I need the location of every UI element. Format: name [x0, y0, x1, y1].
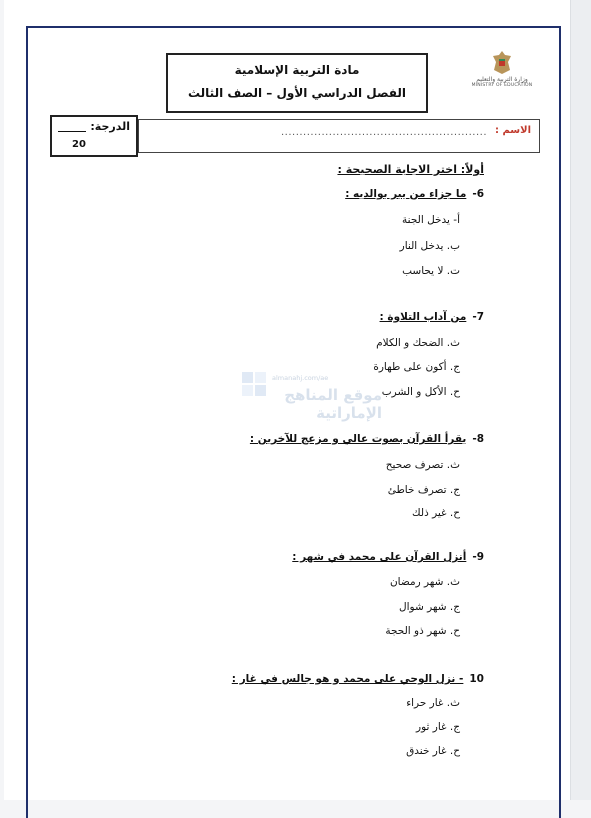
option[interactable]: ج. غار ثور [416, 721, 460, 733]
watermark-url: almanahj.com/ae [272, 374, 329, 382]
question-number: 6- [472, 188, 484, 200]
section-title: أولاً: اختر الاجابة الصحيحة : [337, 163, 484, 176]
scrollbar[interactable] [570, 0, 591, 800]
question-8 [250, 433, 484, 445]
question-text: يقرأ القرآن بصوت عالي و مزعج للآخرين : [249, 433, 467, 445]
question-number: 10 [469, 673, 484, 685]
option[interactable]: أ- يدخل الجنة [402, 214, 460, 226]
watermark-square [255, 372, 266, 383]
title-box [166, 53, 428, 113]
question-10 [232, 673, 484, 685]
option[interactable]: ت. لا يحاسب [402, 265, 460, 277]
question-text: أنزل القرآن على محمد في شهر : [292, 551, 467, 563]
question-7 [380, 311, 484, 323]
option[interactable]: ح. الأكل و الشرب [381, 386, 460, 398]
name-box [138, 119, 540, 153]
option[interactable]: ج. أكون على طهارة [373, 361, 460, 373]
option[interactable]: ج. تصرف خاطئ [387, 484, 460, 496]
grade-blank[interactable] [58, 119, 86, 132]
ministry-name-en: MINISTRY OF EDUCATION [471, 83, 533, 88]
worksheet-page [4, 0, 570, 800]
option[interactable]: ث. تصرف صحيح [385, 459, 460, 471]
watermark [242, 372, 382, 432]
option[interactable]: ح. غار خندق [406, 745, 460, 757]
ministry-name-ar: وزارة التربية والتعليم [476, 76, 528, 83]
question-text: ما جزاء من يبر بوالديه : [345, 188, 467, 200]
option[interactable]: ث. شهر رمضان [389, 576, 460, 588]
question-9 [292, 551, 484, 563]
option[interactable]: ث. الضحك و الكلام [376, 337, 460, 349]
subject-title: مادة التربية الإسلامية [234, 63, 360, 77]
class-line: الفصل الدراسي الأول – الصف الثالث [187, 86, 407, 100]
option[interactable]: ح. غير ذلك [412, 507, 460, 519]
watermark-text: موقع المناهج الإماراتية [284, 386, 382, 422]
name-field[interactable]: ........................................................ [280, 127, 487, 138]
question-6 [345, 188, 484, 200]
grade-label: الدرجة: [90, 120, 130, 133]
question-number: 9- [472, 551, 484, 563]
option[interactable]: ب. يدخل النار [399, 240, 460, 252]
option[interactable]: ج. شهر شوال [399, 601, 460, 613]
emblem-icon [491, 50, 513, 76]
watermark-square [242, 385, 253, 396]
grade-box [50, 115, 138, 157]
question-number: 7- [472, 311, 484, 323]
watermark-square [242, 372, 253, 383]
question-number: 8- [472, 433, 484, 445]
ministry-logo [466, 50, 538, 96]
watermark-square [255, 385, 266, 396]
name-label: الاسم : [494, 125, 531, 136]
option[interactable]: ث. غار حراء [406, 697, 460, 709]
question-text: - نزل الوحي على محمد و هو جالس في غار : [231, 673, 464, 685]
option[interactable]: ح. شهر ذو الحجة [385, 625, 460, 637]
grade-total: 20 [72, 139, 86, 150]
question-text: من آداب التلاوة : [379, 311, 467, 323]
